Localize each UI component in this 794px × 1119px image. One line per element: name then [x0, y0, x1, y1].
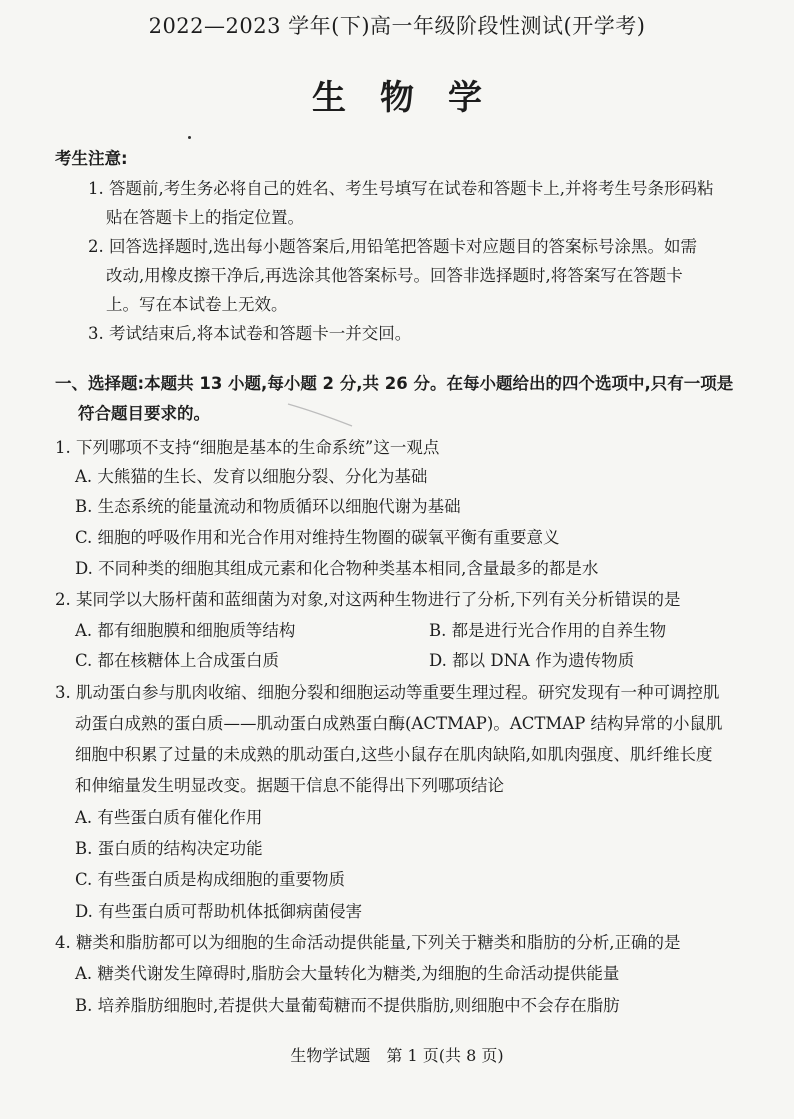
scan-smudge	[286, 400, 356, 430]
page-footer: 生物学试题 第 1 页(共 8 页)	[290, 1046, 504, 1065]
question-stem: 3. 肌动蛋白参与肌肉收缩、细胞分裂和细胞运动等重要生理过程。研究发现有一种可调控肌	[55, 683, 720, 702]
option: D. 都以 DNA 作为遗传物质	[429, 651, 635, 670]
question-stem: 动蛋白成熟的蛋白质——肌动蛋白成熟蛋白酶(ACTMAP)。ACTMAP 结构异常的小鼠肌	[75, 714, 723, 733]
notice-item: 3. 考试结束后,将本试卷和答题卡一并交回。	[88, 324, 412, 343]
question-stem: 1. 下列哪项不支持“细胞是基本的生命系统”这一观点	[55, 438, 440, 457]
notice-item: 1. 答题前,考生务必将自己的姓名、考生号填写在试卷和答题卡上,并将考生号条形码粘	[88, 179, 714, 198]
option: A. 糖类代谢发生障碍时,脂肪会大量转化为糖类,为细胞的生命活动提供能量	[75, 964, 620, 983]
option: B. 培养脂肪细胞时,若提供大量葡萄糖而不提供脂肪,则细胞中不会存在脂肪	[75, 996, 620, 1015]
option: A. 都有细胞膜和细胞质等结构	[75, 621, 296, 640]
option: B. 都是进行光合作用的自养生物	[429, 621, 667, 640]
option: D. 有些蛋白质可帮助机体抵御病菌侵害	[75, 902, 363, 921]
option: B. 生态系统的能量流动和物质循环以细胞代谢为基础	[75, 497, 461, 516]
option: A. 有些蛋白质有催化作用	[75, 808, 263, 827]
question-stem: 细胞中积累了过量的未成熟的肌动蛋白,这些小鼠存在肌肉缺陷,如肌肉强度、肌纤维长度	[75, 745, 713, 764]
notice-heading: 考生注意:	[55, 149, 128, 168]
option: B. 蛋白质的结构决定功能	[75, 839, 263, 858]
exam-header: 2022—2023 学年(下)高一年级阶段性测试(开学考)	[148, 14, 646, 38]
section-heading: 一、选择题:本题共 13 小题,每小题 2 分,共 26 分。在每小题给出的四个选项中,只有一项是	[55, 374, 734, 393]
option: C. 有些蛋白质是构成细胞的重要物质	[75, 870, 346, 889]
notice-item: 2. 回答选择题时,选出每小题答案后,用铅笔把答题卡对应题目的答案标号涂黑。如需	[88, 237, 697, 256]
subject-title: 生物学	[312, 78, 516, 118]
section-heading: 符合题目要求的。	[78, 404, 210, 423]
option: C. 都在核糖体上合成蛋白质	[75, 651, 280, 670]
option: A. 大熊猫的生长、发育以细胞分裂、分化为基础	[75, 467, 428, 486]
question-stem: 2. 某同学以大肠杆菌和蓝细菌为对象,对这两种生物进行了分析,下列有关分析错误的是	[55, 590, 681, 609]
notice-item: 改动,用橡皮擦干净后,再选涂其他答案标号。回答非选择题时,将答案写在答题卡	[106, 266, 683, 285]
option: D. 不同种类的细胞其组成元素和化合物种类基本相同,含量最多的都是水	[75, 559, 599, 578]
scan-speck	[188, 136, 191, 139]
question-stem: 和伸缩量发生明显改变。据题干信息不能得出下列哪项结论	[75, 776, 504, 795]
notice-item: 上。写在本试卷上无效。	[106, 295, 288, 314]
question-stem: 4. 糖类和脂肪都可以为细胞的生命活动提供能量,下列关于糖类和脂肪的分析,正确的是	[55, 933, 681, 952]
option: C. 细胞的呼吸作用和光合作用对维持生物圈的碳氧平衡有重要意义	[75, 528, 560, 547]
notice-item: 贴在答题卡上的指定位置。	[106, 208, 304, 227]
